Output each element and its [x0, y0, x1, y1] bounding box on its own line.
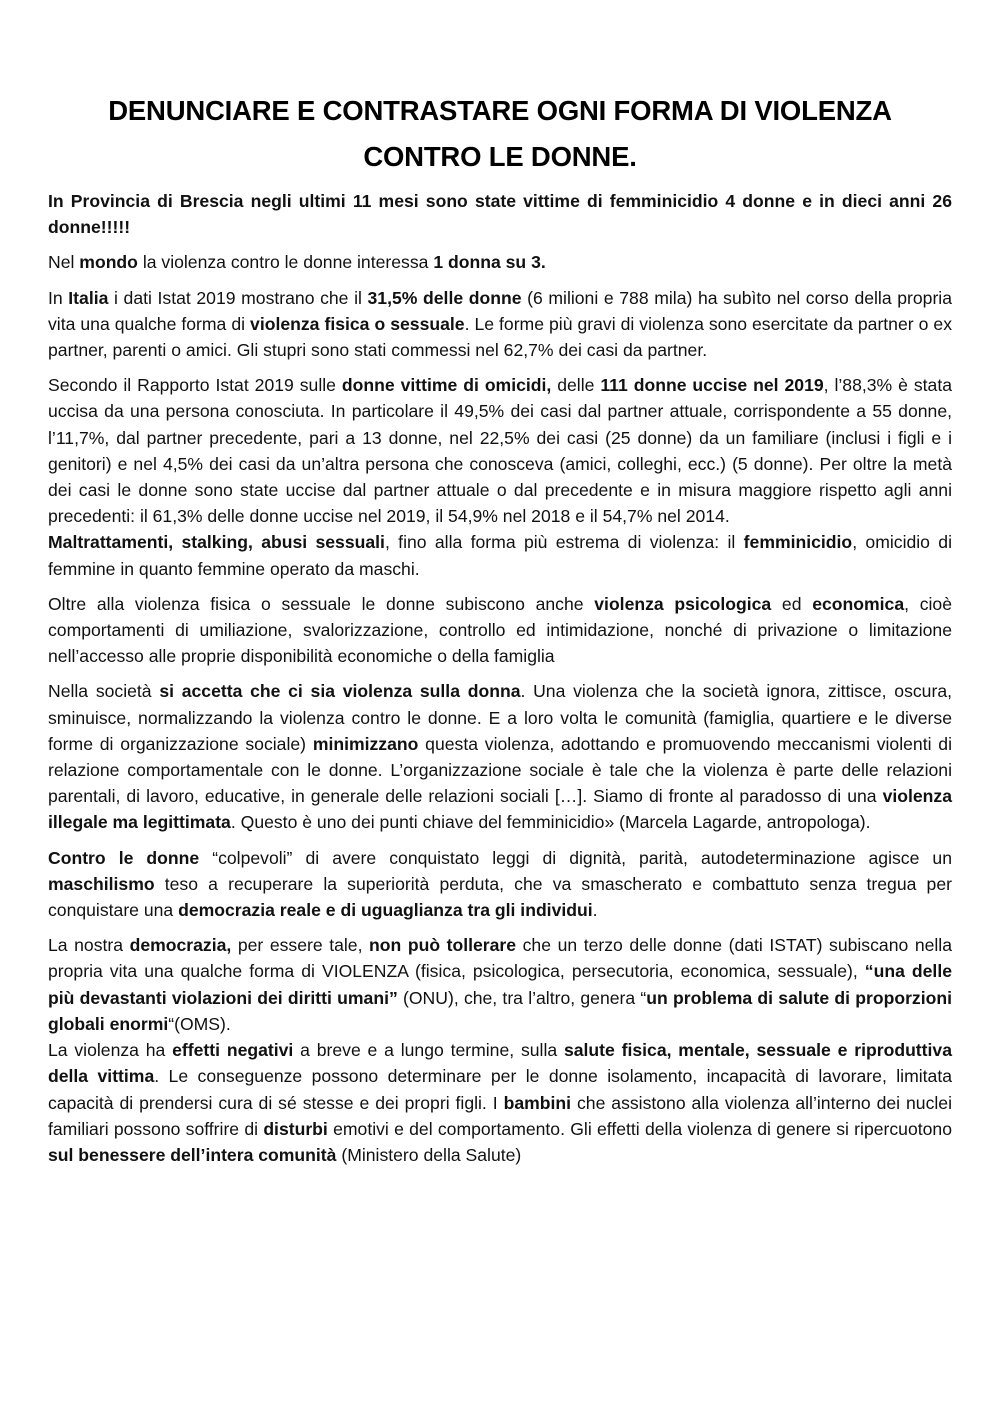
bold-span: donne vittime di omicidi, [341, 375, 552, 396]
paragraph-contro-le-donne [48, 845, 952, 924]
paragraph-societa [48, 678, 952, 835]
text-span: delle [551, 375, 601, 396]
bold-span: 111 donne uccise nel 2019 [600, 375, 824, 396]
text-span: , l’88,3% è stata uccisa da una persona conosciuta. In particolare il 49,5% dei casi dal partner attuale, corrispondente a 55 donne, l’11,7%, dal partner precedente, pari a 13 donne, nel 22,5% dei casi (25 donne) da un familiare (inclusi i figli e i genitori) e nel 4,5% dei casi da un’altra persona che conosceva (amici, colleghi, ecc.) (5 donne). Per oltre la metà dei casi le donne sono state uccise dal partner attuale o dal precedente e in misura maggiore rispetto agli anni precedenti: il 61,3% delle donne uccise nel 2019, il 54,9% nel 2018 e il 54,7% nel 2014. [48, 375, 952, 527]
text-span: questa violenza, adottando e promuovendo meccanismi violenti di relazione comportamentale con le donne. L’organizzazione sociale è tale che la violenza è parte delle relazioni parentali, di lavoro, educative, in generale delle relazioni sociali […]. Siamo di fronte al paradosso di una [48, 733, 952, 807]
bold-span: non può tollerare [369, 935, 517, 956]
paragraph-effetti [48, 1037, 952, 1168]
title-line-2: CONTRO LE DONNE. [363, 141, 637, 172]
text-span: . Una violenza che la società ignora, zittisce, oscura, sminuisce, normalizzando la violenza contro le donne. E a loro volta le comunità (famiglia, quartiere e le diverse forme di organizzazione sociale) [48, 681, 952, 754]
bold-span: democrazia, [129, 935, 232, 956]
bold-span: maschilismo [48, 873, 155, 894]
title-line-1: DENUNCIARE E CONTRASTARE OGNI FORMA DI VIOLENZA [108, 95, 892, 126]
paragraph-italia [48, 285, 952, 364]
text-span: . [592, 900, 598, 921]
text-span: (ONU), che, tra l’altro, genera “ [397, 987, 647, 1008]
text-span: ed [771, 593, 813, 614]
bold-span: 1 donna su 3. [433, 252, 546, 273]
bold-span: salute fisica, mentale, sessuale e riproduttiva della vittima [48, 1040, 952, 1087]
text-span: La nostra [48, 935, 130, 956]
text-span: La violenza ha [48, 1040, 173, 1061]
paragraph-mondo [48, 249, 952, 275]
bold-span: minimizzano [312, 733, 419, 754]
text-span: (Ministero della Salute) [336, 1144, 522, 1165]
bold-span: bambini [503, 1092, 572, 1113]
bold-span: mondo [79, 252, 138, 273]
text-span: , cioè comportamenti di umiliazione, svalorizzazione, controllo ed intimidazione, nonché di privazione o limitazione nell’accesso alle proprie disponibilità economiche o della famiglia [48, 593, 952, 667]
bold-span: Italia [68, 287, 109, 308]
text-span: Nel [48, 252, 80, 273]
bold-span: si accetta che ci sia violenza sulla donna [159, 681, 521, 702]
bold-span: femminicidio [743, 532, 853, 553]
bold-span: Maltrattamenti, stalking, abusi sessuali [48, 532, 385, 553]
bold-span: Contro le donne [48, 847, 200, 868]
bold-span: disturbi [263, 1118, 328, 1139]
text-span: , omicidio di femmine in quanto femmine operato da maschi. [48, 532, 952, 579]
bold-span: violenza psicologica [594, 593, 772, 614]
text-span: “(OMS). [168, 1013, 231, 1034]
text-span: Secondo il Rapporto Istat 2019 sulle [48, 375, 342, 396]
text-span: . Questo è uno dei punti chiave del femminicidio» (Marcela Lagarde, antropologa). [230, 812, 871, 833]
paragraph-violenza-psicologica [48, 591, 952, 670]
text-span: emotivi e del comportamento. Gli effetti della violenza di genere si ripercuotono [327, 1118, 952, 1139]
text-span: (6 milioni e 788 mila) ha subìto nel corso della propria vita una qualche forma di [48, 287, 953, 334]
text-span: teso a recuperare la superiorità perduta, che va smascherato e combattuto senza tregua per conquistare una [48, 873, 952, 921]
bold-span: economica [812, 593, 905, 614]
text-span: che un terzo delle donne (dati ISTAT) subiscano nella propria vita una qualche forma di VIOLENZA (fisica, psicologica, persecutoria, economica, sessuale), [48, 935, 952, 982]
paragraph-maltrattamenti [48, 529, 952, 581]
bold-span: violenza fisica o sessuale [250, 313, 465, 334]
document-body [48, 188, 952, 1177]
text-span: i dati Istat 2019 mostrano che il [108, 287, 368, 308]
text-span: . Le forme più gravi di violenza sono esercitate da partner o ex partner, parenti o amici. Gli stupri sono stati commessi nel 62,7% dei casi da partner. [48, 313, 952, 361]
page-title [48, 88, 952, 180]
bold-span: democrazia reale e di uguaglianza tra gli individui [178, 900, 593, 921]
text-span: la violenza contro le donne interessa [137, 252, 434, 273]
text-span: In [48, 287, 69, 308]
bold-span: “una delle più devastanti violazioni dei diritti umani” [48, 961, 952, 1008]
text-span: “colpevoli” di avere conquistato leggi di dignità, parità, autodeterminazione agisce un [199, 847, 952, 868]
text-span: che assistono alla violenza all’interno dei nuclei familiari possono soffrire di [48, 1092, 952, 1139]
text-span: per essere tale, [231, 935, 370, 956]
paragraph-democrazia [48, 932, 952, 1037]
paragraph-rapporto-istat [48, 372, 952, 529]
text-span: , fino alla forma più estrema di violenza: il [384, 532, 744, 553]
text-span: Nella società [48, 681, 160, 702]
text-span: a breve e a lungo termine, sulla [293, 1040, 564, 1061]
bold-span: un problema di salute di proporzioni globali enormi [48, 987, 953, 1034]
bold-span: effetti negativi [172, 1040, 294, 1061]
lead-paragraph: In Provincia di Brescia negli ultimi 11 mesi sono state vittime di femminicidio 4 donne e in dieci anni 26 donne!!!!! [48, 191, 952, 238]
bold-span: 31,5% delle donne [367, 287, 522, 308]
bold-span: sul benessere dell’intera comunità [48, 1144, 337, 1165]
text-span: . Le conseguenze possono determinare per le donne isolamento, incapacità di lavorare, limitata capacità di prendersi cura di sé stesse e dei propri figli. I [48, 1066, 952, 1113]
text-span: Oltre alla violenza fisica o sessuale le donne subiscono anche [48, 593, 595, 614]
bold-span: violenza illegale ma legittimata [48, 786, 952, 833]
